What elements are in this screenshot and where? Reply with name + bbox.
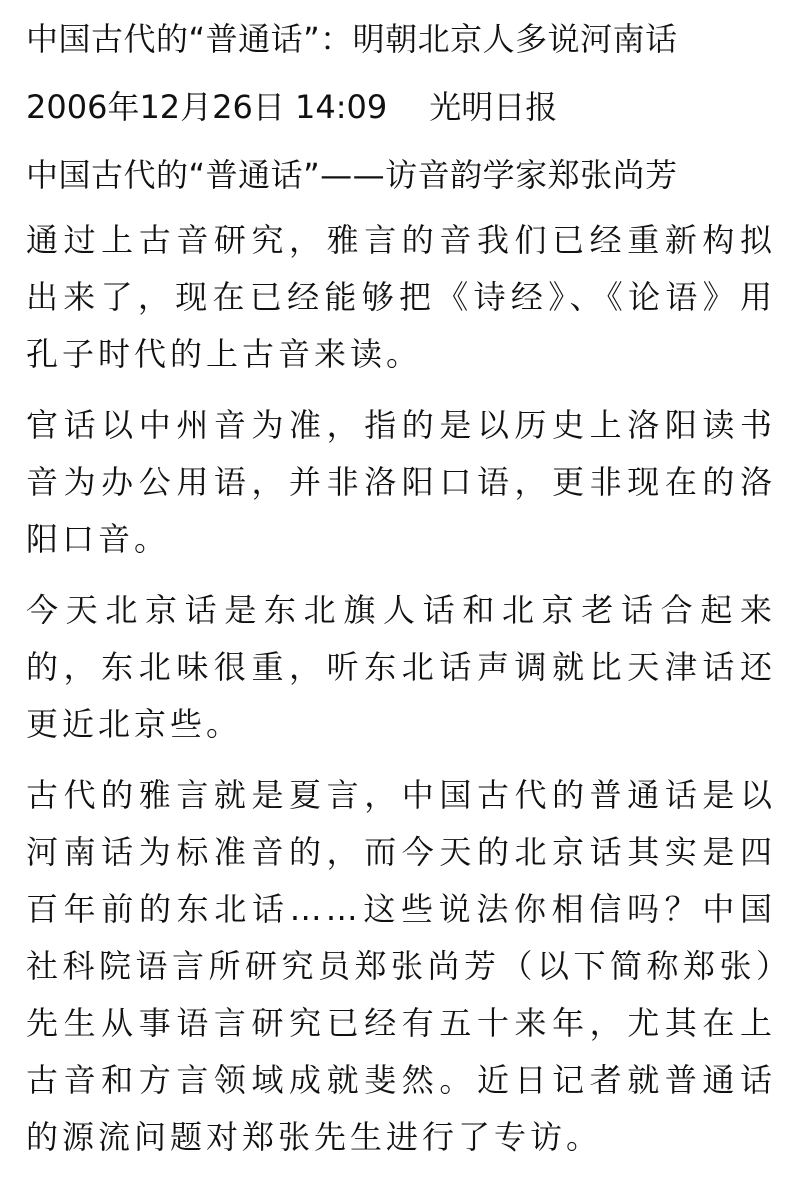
article-subtitle: 中国古代的“普通话”——访音韵学家郑张尚芳 [26, 156, 678, 194]
paragraph-4: 古代的雅言就是夏言，中国古代的普通话是以河南话为标准音的，而今天的北京话其实是四百年前的东北话……这些说法你相信吗？中国社科院语言所研究员郑张尚芳（以下简称郑张）先生从事语言研究已经有五十来年，尤其在上古音和方言领域成就斐然。近日记者就普通话的源流问题对郑张先生进行了专访。 [26, 776, 776, 1156]
publication-source: 光明日报 [429, 88, 558, 126]
publish-date: 2006年12月26日 14:09 [26, 88, 388, 126]
article-meta [26, 84, 776, 130]
article-title: 中国古代的“普通话”：明朝北京人多说河南话 [26, 20, 678, 58]
paragraph-3: 今天北京话是东北旗人话和北京老话合起来的，东北味很重，听东北话声调就比天津话还更近北京些。 [26, 591, 776, 743]
paragraph-1: 通过上古音研究，雅言的音我们已经重新构拟出来了，现在已经能够把《诗经》、《论语》用孔子时代的上古音来读。 [26, 221, 776, 373]
paragraph-2: 官话以中州音为准，指的是以历史上洛阳读书音为办公用语，并非洛阳口语，更非现在的洛阳口音。 [26, 406, 776, 558]
